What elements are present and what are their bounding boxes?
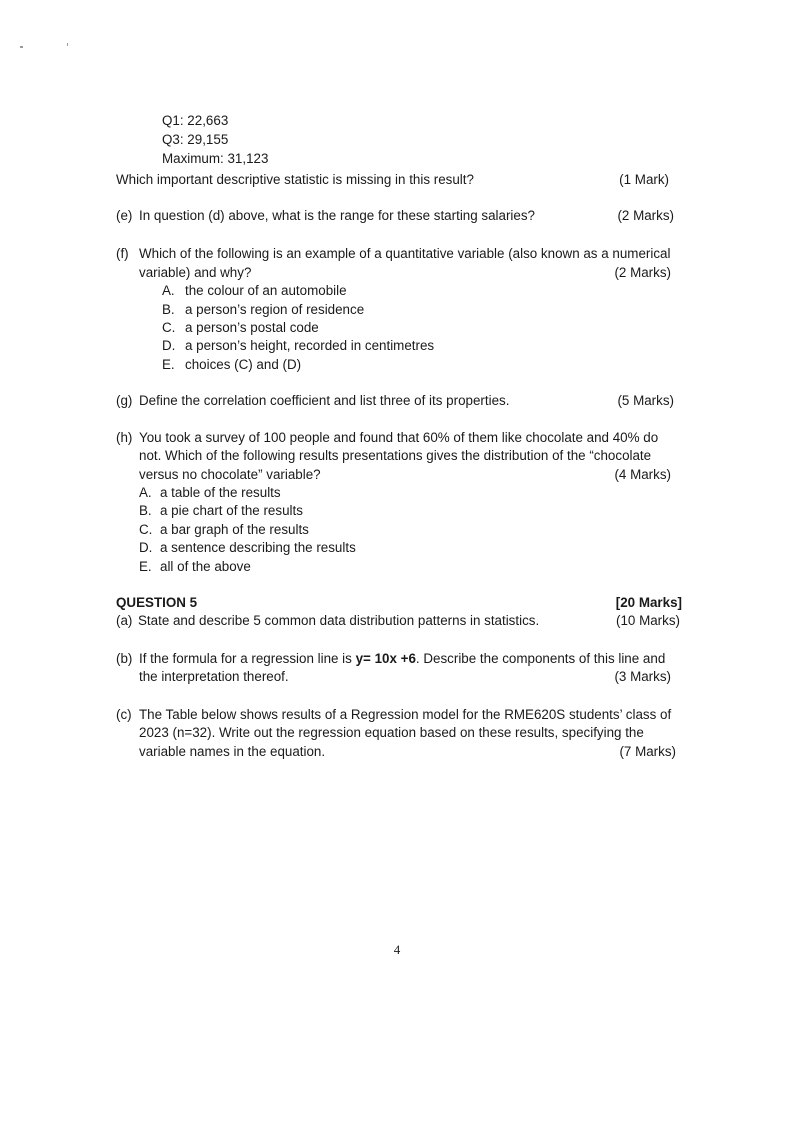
question-text-line: variable names in the equation.	[139, 744, 326, 759]
question-label: (g)	[116, 393, 133, 408]
option-list-f: A. the colour of an automobile B. a person’s region of residence C. a person’s postal code D. a person’s height, recorded in centimetres E. choices (C) and (D)	[162, 283, 435, 372]
question-text: State and describe 5 common data distribution patterns in statistics.	[138, 613, 540, 628]
question-text-line: Which of the following is an example of a quantitative variable (also known as a numerical	[139, 246, 671, 261]
question-h	[116, 429, 686, 489]
question-text-line: the interpretation thereof.	[139, 669, 289, 684]
section-total-marks: [20 Marks]	[615, 595, 682, 610]
question-text: Define the correlation coefficient and list three of its properties.	[139, 393, 510, 408]
stat-q3: Q3: 29,155	[162, 132, 229, 147]
marks-allocation: (2 Marks)	[617, 208, 674, 223]
question-label: (b)	[116, 651, 133, 666]
question-5c	[116, 706, 686, 766]
marks-allocation: (3 Marks)	[614, 669, 671, 684]
question-label: (a)	[116, 613, 133, 628]
marks-allocation: (4 Marks)	[614, 467, 671, 482]
question-e	[116, 207, 674, 227]
stat-q1: Q1: 22,663	[162, 113, 229, 128]
question-g	[116, 392, 674, 412]
marks-allocation: (2 Marks)	[614, 265, 671, 280]
question-label: (c)	[116, 707, 132, 722]
question-text-line: The Table below shows results of a Regression model for the RME620S students’ class of	[139, 707, 672, 722]
question-text: Which important descriptive statistic is missing in this result?	[116, 172, 474, 187]
question-label: (e)	[116, 208, 133, 223]
scan-speck	[67, 43, 68, 46]
marks-allocation: (1 Mark)	[619, 172, 669, 187]
marks-allocation: (5 Marks)	[617, 393, 674, 408]
question-d-followup	[116, 171, 669, 189]
question-f	[116, 245, 686, 285]
section-heading: QUESTION 5	[116, 595, 198, 610]
marks-allocation: (10 Marks)	[616, 613, 680, 628]
question-text-line: You took a survey of 100 people and found that 60% of them like chocolate and 40% do	[139, 430, 659, 445]
question-text-line: 2023 (n=32). Write out the regression equation based on these results, specifying the	[139, 725, 644, 740]
question-text-line: versus no chocolate” variable?	[139, 467, 321, 482]
marks-allocation: (7 Marks)	[619, 744, 676, 759]
stat-maximum: Maximum: 31,123	[162, 151, 269, 166]
scan-speck	[20, 46, 23, 48]
question-label: (f)	[116, 246, 129, 261]
question-text-line: variable) and why?	[139, 265, 252, 280]
option-list-h: A. a table of the results B. a pie chart of the results C. a bar graph of the results D. a sentence describing the results E. all of the above	[139, 485, 356, 574]
question-5b	[116, 650, 686, 690]
question-text: In question (d) above, what is the range for these starting salaries?	[139, 208, 535, 223]
question-label: (h)	[116, 430, 133, 445]
question-5-heading-row	[116, 594, 682, 614]
question-5a	[116, 612, 680, 632]
question-text-line: If the formula for a regression line is y= 10x +6. Describe the components of this line and	[139, 651, 666, 666]
regression-formula: y= 10x +6	[355, 651, 416, 666]
page-number: 4	[393, 942, 401, 957]
question-text-line: not. Which of the following results presentations gives the distribution of the “chocolate	[139, 448, 652, 463]
